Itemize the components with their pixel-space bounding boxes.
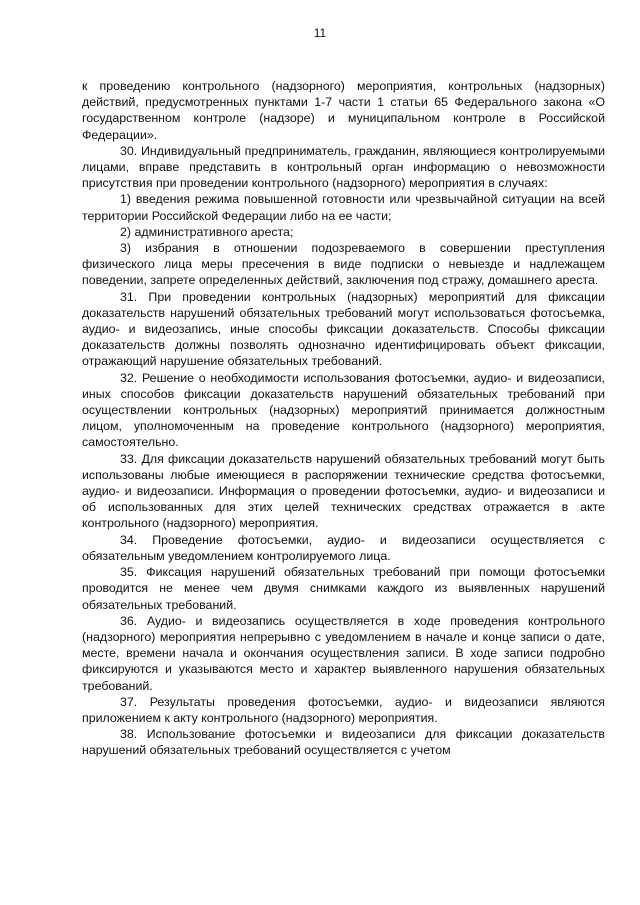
paragraph-subitem-1: 1) введения режима повышенной готовности или чрезвычайной ситуации на всей территории Российской Федерации либо на ее части; <box>82 192 605 223</box>
paragraph-continuation: к проведению контрольного (надзорного) мероприятия, контрольных (надзорных) действий, предусмотренных пунктами 1-7 части 1 статьи 65 Федерального закона «О государственном контроле (надзоре) и муниципальном контроле в Российской Федерации». <box>82 79 605 142</box>
paragraph-item-34: 34. Проведение фотосъемки, аудио- и видеозаписи осуществляется с обязательным уведомлением контролируемого лица. <box>82 532 605 563</box>
document-body <box>82 78 605 759</box>
paragraph-item-38: 38. Использование фотосъемки и видеозаписи для фиксации доказательств нарушений обязательных требований осуществляется с учетом <box>82 727 605 758</box>
paragraph-subitem-3: 3) избрания в отношении подозреваемого в совершении преступления физического лица меры пресечения в виде подписки о невыезде и надлежащем поведении, запрете определенных действий, заключения под стражу, домашнего ареста. <box>82 241 605 288</box>
paragraph-item-31: 31. При проведении контрольных (надзорных) мероприятий для фиксации доказательств нарушений обязательных требований могут использоваться фотосъемка, аудио- и видеозапись, иные способы фиксации доказательств. Способы фиксации доказательств должны позволять однозначно идентифицировать объект фиксации, отражающий нарушение обязательных требований. <box>82 289 605 369</box>
paragraph-item-35: 35. Фиксация нарушений обязательных требований при помощи фотосъемки проводится не менее чем двумя снимками каждого из выявленных нарушений обязательных требований. <box>82 565 605 612</box>
page-number: 11 <box>313 26 327 40</box>
paragraph-item-30: 30. Индивидуальный предприниматель, гражданин, являющиеся контролируемыми лицами, вправе представить в контрольный орган информацию о невозможности присутствия при проведении контрольного (надзорного) мероприятия в случаях: <box>82 143 605 191</box>
paragraph-item-33: 33. Для фиксации доказательств нарушений обязательных требований могут быть использованы любые имеющиеся в распоряжении технические средства фотосъемки, аудио- и видеозаписи. Информация о проведении фотосъемки, аудио- и видеозаписи и об использованных для этих целей технических средствах отражается в акте контрольного (надзорного) мероприятия. <box>82 451 605 531</box>
paragraph-subitem-2: 2) административного ареста; <box>120 224 294 239</box>
paragraph-item-32: 32. Решение о необходимости использования фотосъемки, аудио- и видеозаписи, иных способов фиксации доказательств нарушений обязательных требований при осуществлении контрольных (надзорных) мероприятий принимается должностным лицом, уполномоченным на проведение контрольного (надзорного) мероприятия, самостоятельно. <box>82 370 605 450</box>
paragraph-item-37: 37. Результаты проведения фотосъемки, аудио- и видеозаписи являются приложением к акту контрольного (надзорного) мероприятия. <box>82 694 605 725</box>
paragraph-item-36: 36. Аудио- и видеозапись осуществляется в ходе проведения контрольного (надзорного) мероприятия непрерывно с уведомлением в начале и конце записи о дате, месте, времени начала и окончания осуществления записи. В ходе записи подробно фиксируются и указываются место и характер выявленного нарушения обязательных требований. <box>82 613 605 693</box>
